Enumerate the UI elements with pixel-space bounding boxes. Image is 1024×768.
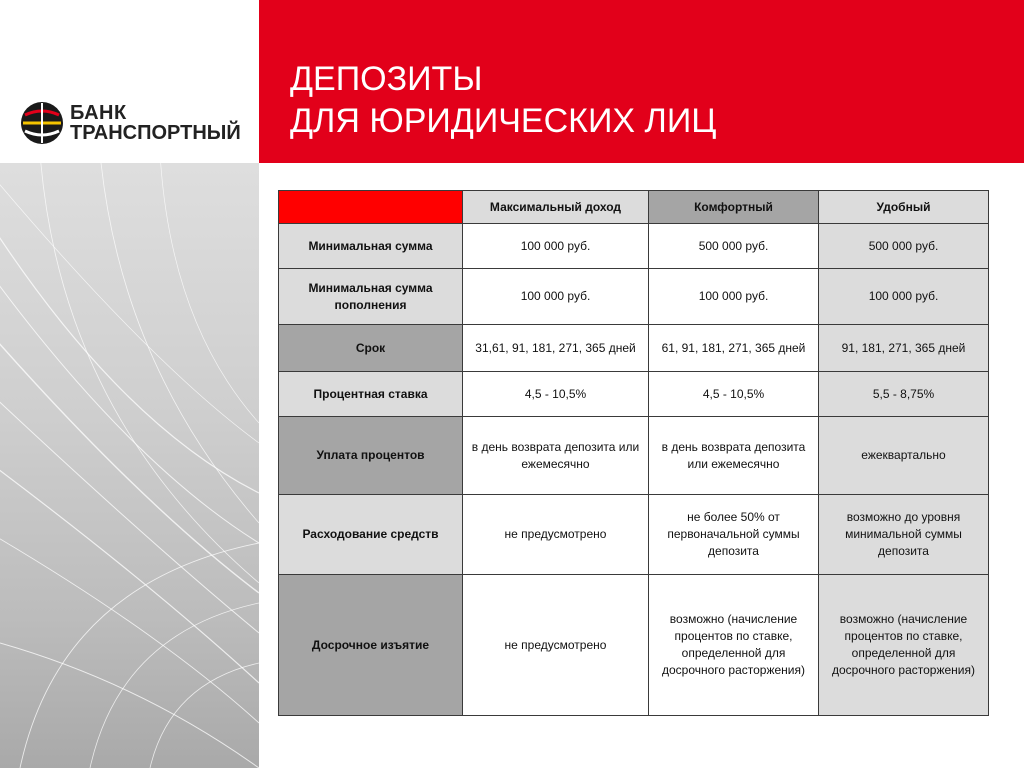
table-cell: возможно до уровня минимальной суммы депозита	[819, 495, 989, 575]
row-label: Досрочное изъятие	[279, 575, 463, 716]
table-cell: 500 000 руб.	[649, 224, 819, 269]
row-label: Расходование средств	[279, 495, 463, 575]
table-cell: возможно (начисление процентов по ставке, определенной для досрочного расторжения)	[649, 575, 819, 716]
table-cell: 100 000 руб.	[819, 269, 989, 325]
table-cell: 500 000 руб.	[819, 224, 989, 269]
table-cell: возможно (начисление процентов по ставке, определенной для досрочного расторжения)	[819, 575, 989, 716]
row-label: Минимальная сумма	[279, 224, 463, 269]
table-cell: не предусмотрено	[463, 495, 649, 575]
metro-circle-logo-icon	[20, 101, 64, 145]
table-row	[279, 372, 989, 417]
logo-text-line-2: ТРАНСПОРТНЫЙ	[70, 122, 241, 144]
table-cell: не более 50% от первоначальной суммы депозита	[649, 495, 819, 575]
title-line-1: ДЕПОЗИТЫ	[290, 60, 483, 98]
header-corner-cell	[279, 191, 463, 224]
table-cell: 4,5 - 10,5%	[649, 372, 819, 417]
table-row	[279, 575, 989, 716]
table-cell: 100 000 руб.	[463, 224, 649, 269]
title-line-2: ДЛЯ ЮРИДИЧЕСКИХ ЛИЦ	[290, 102, 717, 140]
table-cell: в день возврата депозита или ежемесячно	[463, 417, 649, 495]
table-cell: 31,61, 91, 181, 271, 365 дней	[463, 325, 649, 372]
table-cell: ежеквартально	[819, 417, 989, 495]
table-cell: 61, 91, 181, 271, 365 дней	[649, 325, 819, 372]
table-header-row	[279, 191, 989, 224]
decorative-curves-icon	[0, 163, 259, 768]
table-row	[279, 495, 989, 575]
row-label: Процентная ставка	[279, 372, 463, 417]
logo-text-line-1: БАНК	[70, 102, 127, 124]
deposit-table	[278, 190, 989, 716]
table-cell: 5,5 - 8,75%	[819, 372, 989, 417]
header-max-income: Максимальный доход	[463, 191, 649, 224]
row-label: Уплата процентов	[279, 417, 463, 495]
table-row	[279, 224, 989, 269]
bank-logo	[20, 100, 241, 146]
table-cell: 91, 181, 271, 365 дней	[819, 325, 989, 372]
table-cell: 4,5 - 10,5%	[463, 372, 649, 417]
table-cell: 100 000 руб.	[463, 269, 649, 325]
row-label: Минимальная сумма пополнения	[279, 269, 463, 325]
table-cell: 100 000 руб.	[649, 269, 819, 325]
table-row	[279, 417, 989, 495]
header-convenient: Удобный	[819, 191, 989, 224]
page-title	[290, 58, 716, 142]
table-cell: не предусмотрено	[463, 575, 649, 716]
row-label: Срок	[279, 325, 463, 372]
decorative-panel	[0, 163, 259, 768]
table-row	[279, 269, 989, 325]
table-row	[279, 325, 989, 372]
table-cell: в день возврата депозита или ежемесячно	[649, 417, 819, 495]
header-comfortable: Комфортный	[649, 191, 819, 224]
